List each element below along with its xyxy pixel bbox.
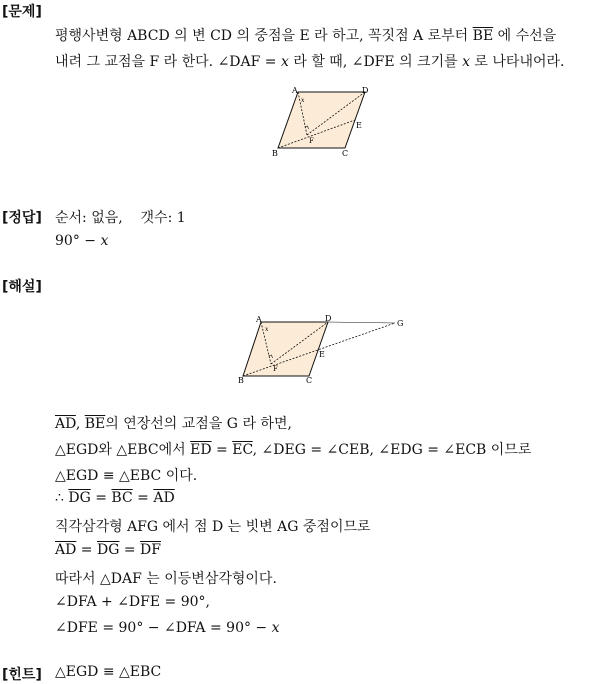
hint-text: △EGD ≡ △EBC xyxy=(55,664,162,680)
solution-line-8: ∠DFA + ∠DFE = 90°, xyxy=(55,594,210,610)
svg-text:D: D xyxy=(362,86,369,95)
segment-be: $\overline{BE}$ xyxy=(472,28,494,44)
solution-figure xyxy=(235,310,415,390)
solution-line-3: △EGD ≡ △EBC 이다. xyxy=(55,468,198,484)
svg-text:G: G xyxy=(397,319,404,328)
svg-text:F: F xyxy=(273,365,278,373)
answer-value: 90° − x xyxy=(55,233,109,249)
svg-text:B: B xyxy=(272,149,278,158)
svg-text:x: x xyxy=(265,326,269,333)
solution-line-5: 직각삼각형 AFG 에서 점 D 는 빗변 AG 중점이므로 xyxy=(55,519,371,535)
solution-line-2: △EGD와 △EBC에서 $\overline{ED} = \overline{EC}$, ∠DEG = ∠CEB, ∠EDG = ∠ECB 이므로 xyxy=(55,442,532,458)
solution-line-9: ∠DFE = 90° − ∠DFA = 90° − x xyxy=(55,620,280,636)
answer-label: [정답] xyxy=(2,210,42,226)
solution-line-7: 따라서 △DAF 는 이등변삼각형이다. xyxy=(55,571,277,587)
svg-text:E: E xyxy=(356,121,362,130)
solution-line-1: $\overline{AD}$, $\overline{BE}$의 연장선의 교점을 G 라 하면, xyxy=(55,416,292,432)
answer-meta: 순서: 없음, 갯수: 1 xyxy=(55,210,186,226)
svg-text:F: F xyxy=(309,137,314,145)
svg-text:B: B xyxy=(238,376,244,385)
svg-text:C: C xyxy=(342,149,349,158)
problem-line-1: 평행사변형 ABCD 의 변 CD 의 중점을 E 라 하고, 꼭짓점 A 로부터 $\overline{BE}$ 에 수선을 xyxy=(55,28,557,44)
solution-label: [해설] xyxy=(2,279,42,295)
svg-text:x: x xyxy=(301,97,305,104)
svg-text:A: A xyxy=(256,315,262,324)
problem-line-2: 내려 그 교점을 F 라 한다. ∠DAF = x 라 할 때, ∠DFE 의 크기를 x 로 나타내어라. xyxy=(55,54,565,70)
solution-line-4: ∴ $\overline{DG} = \overline{BC} = \overline{AD}$ xyxy=(55,490,175,506)
solution-line-6: $\overline{AD} = \overline{DG} = \overline{DF}$ xyxy=(55,542,161,558)
svg-text:E: E xyxy=(319,350,325,359)
svg-text:D: D xyxy=(325,314,332,323)
svg-text:A: A xyxy=(292,86,298,95)
problem-label: [문제] xyxy=(2,4,42,20)
hint-label: [힌트] xyxy=(2,667,42,683)
problem-figure xyxy=(270,82,380,162)
svg-text:C: C xyxy=(306,376,313,385)
